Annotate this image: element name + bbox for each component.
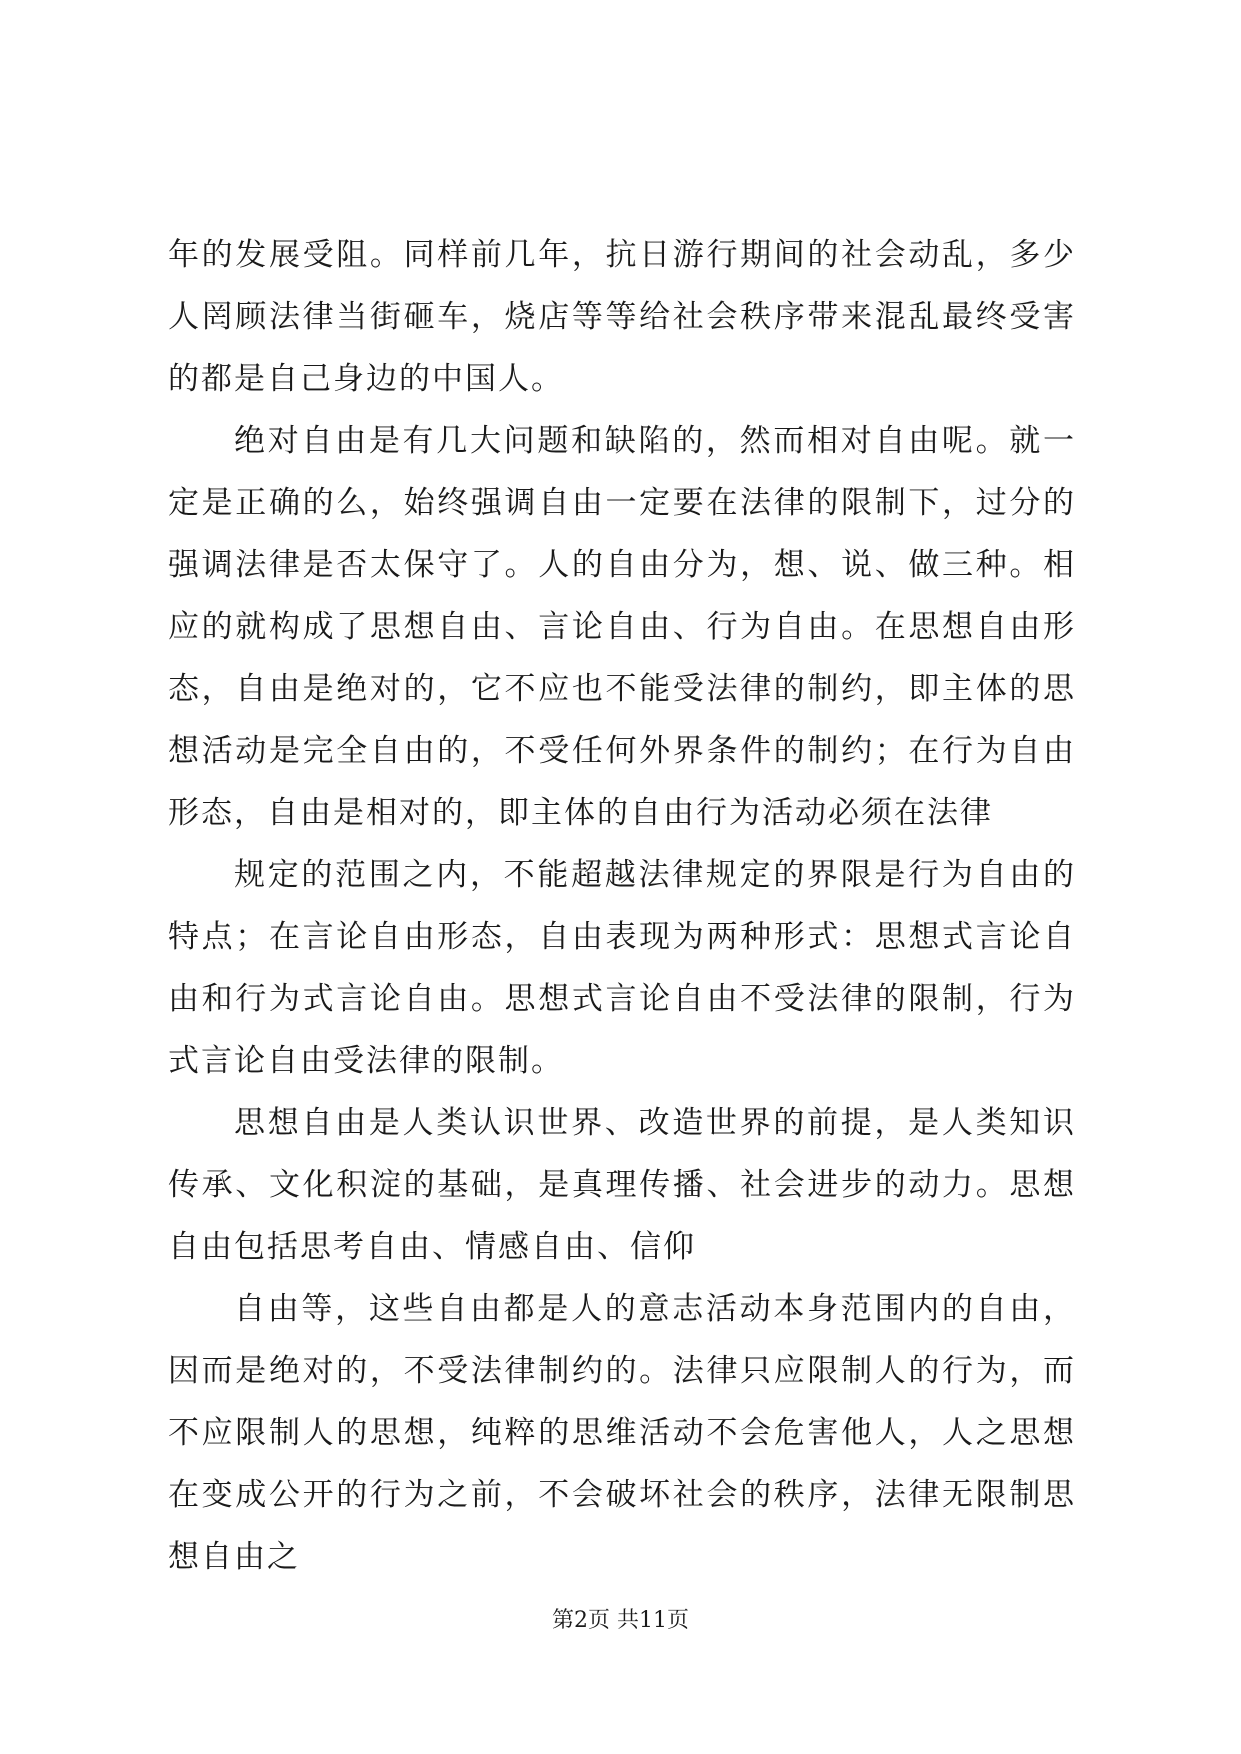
paragraph: 自由等，这些自由都是人的意志活动本身范围内的自由，因而是绝对的，不受法律制约的。法律只应限制人的行为，而不应限制人的思想，纯粹的思维活动不会危害他人，人之思想在变成公开的行为之前，不会破坏社会的秩序，法律无限制思想自由之 bbox=[168, 1291, 1076, 1575]
paragraph: 绝对自由是有几大问题和缺陷的，然而相对自由呢。就一定是正确的么，始终强调自由一定要在法律的限制下，过分的强调法律是否太保守了。人的自由分为，想、说、做三种。相应的就构成了思想自由、言论自由、行为自由。在思想自由形态，自由是绝对的，它不应也不能受法律的制约，即主体的思想活动是完全自由的，不受任何外界条件的制约；在行为自由形态，自由是相对的，即主体的自由行为活动必须在法律 bbox=[168, 423, 1076, 831]
body-text bbox=[168, 224, 1076, 1588]
page-number-label: 第2页 共11页 bbox=[552, 1608, 689, 1633]
paragraph: 思想自由是人类认识世界、改造世界的前提，是人类知识传承、文化积淀的基础，是真理传播、社会进步的动力。思想自由包括思考自由、情感自由、信仰 bbox=[168, 1105, 1076, 1265]
paragraph-continued: 年的发展受阻。同样前几年，抗日游行期间的社会动乱，多少人罔顾法律当街砸车，烧店等等给社会秩序带来混乱最终受害的都是自己身边的中国人。 bbox=[168, 237, 1076, 397]
paragraph: 规定的范围之内，不能超越法律规定的界限是行为自由的特点；在言论自由形态，自由表现为两种形式：思想式言论自由和行为式言论自由。思想式言论自由不受法律的限制，行为式言论自由受法律的限制。 bbox=[168, 857, 1076, 1079]
page-footer bbox=[0, 1606, 1241, 1636]
